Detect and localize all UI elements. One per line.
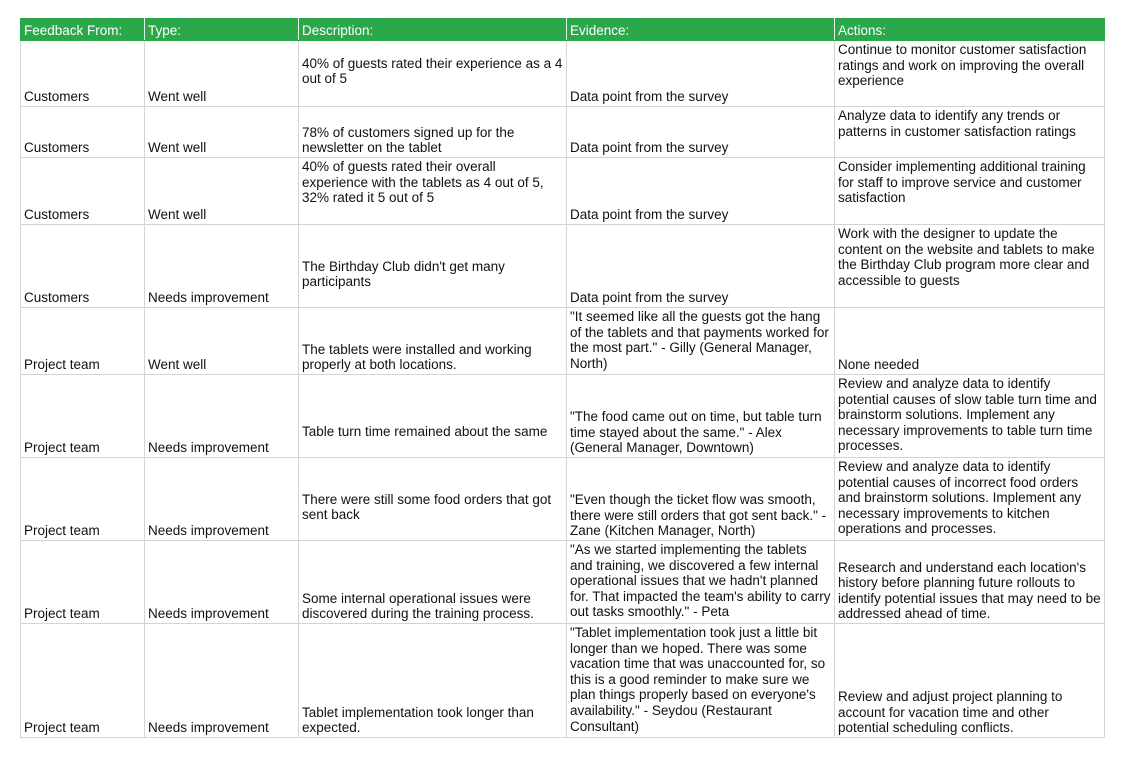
feedback-sheet: [20, 18, 1104, 738]
cell-actions: Review and adjust project planning to account for vacation time and other potential scheduling conflicts.: [835, 624, 1105, 738]
cell-description: The Birthday Club didn't get many participants: [299, 225, 567, 308]
cell-actions: None needed: [835, 308, 1105, 375]
header-type: Type:: [145, 19, 299, 41]
cell-evidence: "Tablet implementation took just a little bit longer than we hoped. There was some vacation time that was unaccounted for, so this is a good reminder to make sure we plan things properly based on everyone's availability." - Seydou (Restaurant Consultant): [567, 624, 835, 738]
cell-feedback-from: Project team: [21, 541, 145, 624]
cell-evidence: "Even though the ticket flow was smooth, there were still orders that got sent back." - Zane (Kitchen Manager, North): [567, 458, 835, 541]
cell-type: Went well: [145, 41, 299, 107]
cell-type: Needs improvement: [145, 225, 299, 308]
cell-evidence: "The food came out on time, but table turn time stayed about the same." - Alex (General Manager, Downtown): [567, 375, 835, 458]
table-row: [21, 158, 1105, 225]
cell-actions: Consider implementing additional training for staff to improve service and customer satisfaction: [835, 158, 1105, 225]
table-row: [21, 107, 1105, 158]
cell-feedback-from: Customers: [21, 107, 145, 158]
cell-description: Some internal operational issues were discovered during the training process.: [299, 541, 567, 624]
cell-description: 40% of guests rated their experience as a 4 out of 5: [299, 41, 567, 107]
cell-actions: Review and analyze data to identify potential causes of slow table turn time and brainstorm solutions. Implement any necessary improvements to table turn time processes.: [835, 375, 1105, 458]
table-row: [21, 624, 1105, 738]
cell-type: Went well: [145, 308, 299, 375]
cell-actions: Review and analyze data to identify potential causes of incorrect food orders and brainstorm solutions. Implement any necessary improvements to kitchen operations and processes.: [835, 458, 1105, 541]
cell-description: The tablets were installed and working properly at both locations.: [299, 308, 567, 375]
cell-type: Went well: [145, 158, 299, 225]
cell-evidence: Data point from the survey: [567, 158, 835, 225]
cell-type: Needs improvement: [145, 375, 299, 458]
cell-evidence: "It seemed like all the guests got the hang of the tablets and that payments worked for the most part." - Gilly (General Manager, North): [567, 308, 835, 375]
cell-type: Needs improvement: [145, 541, 299, 624]
header-row: [21, 19, 1105, 41]
table-row: [21, 308, 1105, 375]
cell-actions: Analyze data to identify any trends or patterns in customer satisfaction ratings: [835, 107, 1105, 158]
cell-description: 40% of guests rated their overall experience with the tablets as 4 out of 5, 32% rated it 5 out of 5: [299, 158, 567, 225]
cell-description: Tablet implementation took longer than expected.: [299, 624, 567, 738]
table-row: [21, 458, 1105, 541]
cell-type: Needs improvement: [145, 458, 299, 541]
cell-evidence: Data point from the survey: [567, 107, 835, 158]
feedback-table: [20, 18, 1105, 738]
cell-evidence: Data point from the survey: [567, 225, 835, 308]
cell-description: 78% of customers signed up for the newsletter on the tablet: [299, 107, 567, 158]
cell-actions: Research and understand each location's history before planning future rollouts to identify potential issues that may need to be addressed ahead of time.: [835, 541, 1105, 624]
cell-actions: Work with the designer to update the content on the website and tablets to make the Birthday Club program more clear and accessible to guests: [835, 225, 1105, 308]
header-feedback-from: Feedback From:: [21, 19, 145, 41]
cell-feedback-from: Project team: [21, 375, 145, 458]
header-actions: Actions:: [835, 19, 1105, 41]
cell-feedback-from: Customers: [21, 158, 145, 225]
cell-type: Went well: [145, 107, 299, 158]
cell-description: Table turn time remained about the same: [299, 375, 567, 458]
table-row: [21, 41, 1105, 107]
cell-type: Needs improvement: [145, 624, 299, 738]
cell-actions: Continue to monitor customer satisfaction ratings and work on improving the overall experience: [835, 41, 1105, 107]
table-row: [21, 541, 1105, 624]
cell-evidence: "As we started implementing the tablets and training, we discovered a few internal operational issues that we hadn't planned for. That impacted the team's ability to carry out tasks smoothly." - Peta: [567, 541, 835, 624]
cell-feedback-from: Project team: [21, 624, 145, 738]
table-row: [21, 225, 1105, 308]
table-row: [21, 375, 1105, 458]
header-evidence: Evidence:: [567, 19, 835, 41]
cell-evidence: Data point from the survey: [567, 41, 835, 107]
cell-feedback-from: Customers: [21, 41, 145, 107]
cell-feedback-from: Project team: [21, 308, 145, 375]
cell-feedback-from: Customers: [21, 225, 145, 308]
cell-description: There were still some food orders that got sent back: [299, 458, 567, 541]
header-description: Description:: [299, 19, 567, 41]
cell-feedback-from: Project team: [21, 458, 145, 541]
